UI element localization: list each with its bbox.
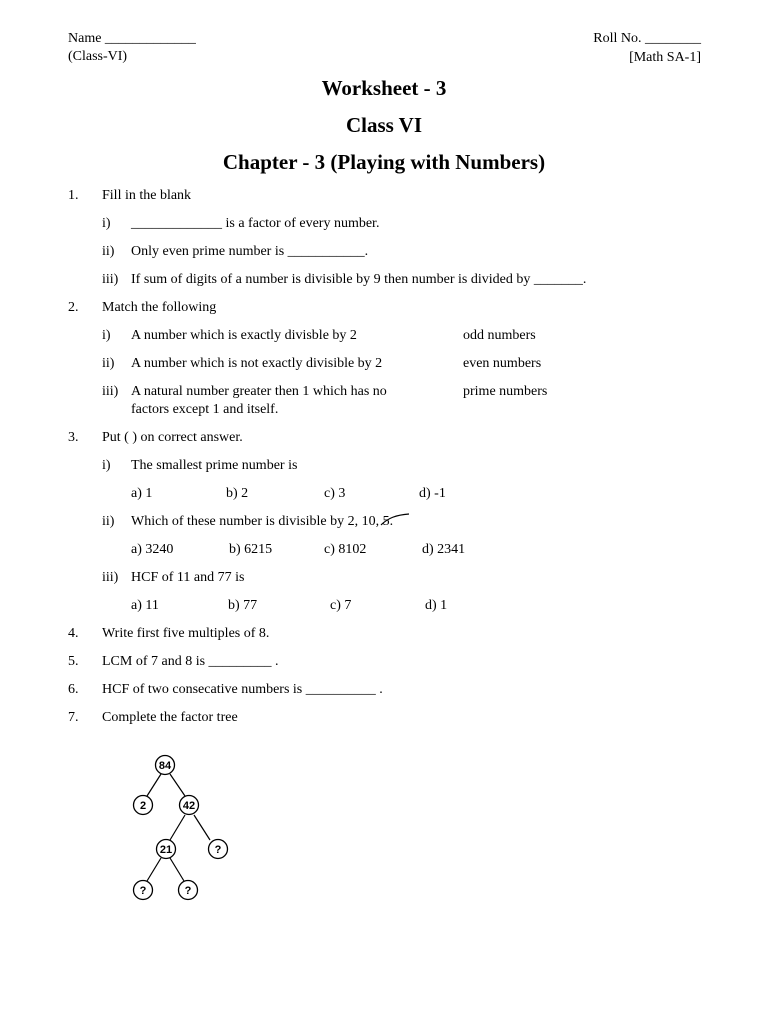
question-text: LCM of 7 and 8 is _________ . <box>102 654 279 669</box>
item-label: iii) <box>102 570 119 585</box>
answer-option: d) -1 <box>419 486 446 501</box>
tree-node-label: ? <box>139 885 147 897</box>
question-number: 1. <box>68 188 79 203</box>
item-text: _____________ is a factor of every number. <box>131 216 380 231</box>
item-label: i) <box>102 216 111 231</box>
answer-option: a) 3240 <box>131 542 174 557</box>
chapter-title: Chapter - 3 (Playing with Numbers) <box>222 150 546 174</box>
tree-node-2 <box>134 796 153 815</box>
item-text: HCF of 11 and 77 is <box>131 570 245 585</box>
class-label: (Class-VI) <box>68 49 128 64</box>
tree-edge <box>170 858 184 881</box>
item-label: iii) <box>102 384 119 399</box>
question-number: 7. <box>68 710 79 725</box>
question-text: Fill in the blank <box>102 188 192 203</box>
item-label: iii) <box>102 272 119 287</box>
question-number: 5. <box>68 654 79 669</box>
match-left-text: A natural number greater then 1 which has no <box>131 384 387 399</box>
item-label: i) <box>102 458 111 473</box>
tree-node-unknown <box>209 840 228 859</box>
item-label: ii) <box>102 356 115 371</box>
tree-node-42 <box>180 796 199 815</box>
item-text: Only even prime number is ___________. <box>131 244 369 259</box>
question-number: 4. <box>68 626 79 641</box>
name-field-label: Name _____________ <box>68 31 196 46</box>
tree-node-label: ? <box>214 844 222 856</box>
item-text: If sum of digits of a number is divisible by 9 then number is divided by _______. <box>131 272 587 287</box>
answer-option: b) 2 <box>226 486 249 501</box>
subject-label: [Math SA-1] <box>629 50 701 65</box>
match-right-text: odd numbers <box>463 328 536 343</box>
item-text: The smallest prime number is <box>131 458 298 473</box>
match-right-text: prime numbers <box>463 384 548 399</box>
tree-node-unknown <box>134 881 153 900</box>
answer-option: a) 11 <box>131 598 159 613</box>
answer-option: b) 6215 <box>229 542 273 557</box>
tree-edge <box>147 774 161 796</box>
item-label: ii) <box>102 514 115 529</box>
answer-option: d) 1 <box>425 598 448 613</box>
answer-option: a) 1 <box>131 486 153 501</box>
item-label: ii) <box>102 244 115 259</box>
question-number: 3. <box>68 430 79 445</box>
item-text: Which of these number is divisible by 2, 10, 5. <box>131 514 394 529</box>
match-left-text: A number which is not exactly divisible by 2 <box>131 356 383 371</box>
question-text: Put ( ) on correct answer. <box>102 430 243 445</box>
answer-option: c) 3 <box>324 486 346 501</box>
tree-node-label: 2 <box>139 800 147 812</box>
question-text: HCF of two consecative numbers is __________ . <box>102 682 383 697</box>
tree-edge <box>194 815 210 840</box>
question-text: Match the following <box>102 300 217 315</box>
tree-edge <box>147 858 161 881</box>
class-title: Class VI <box>345 113 423 137</box>
tree-edge <box>170 815 185 840</box>
question-number: 2. <box>68 300 79 315</box>
match-right-text: even numbers <box>463 356 542 371</box>
tree-node-84 <box>156 756 175 775</box>
tree-node-label: 84 <box>158 760 172 772</box>
match-left-text: A number which is exactly divisble by 2 <box>131 328 357 343</box>
answer-option: d) 2341 <box>422 542 466 557</box>
tree-node-label: ? <box>184 885 192 897</box>
answer-option: c) 7 <box>330 598 352 613</box>
tree-node-label: 21 <box>159 844 173 856</box>
roll-number-label: Roll No. ________ <box>593 31 701 46</box>
question-text: Write first five multiples of 8. <box>102 626 270 641</box>
tree-node-label: 42 <box>182 800 196 812</box>
answer-option: c) 8102 <box>324 542 367 557</box>
question-number: 6. <box>68 682 79 697</box>
match-left-text-continued: factors except 1 and itself. <box>131 402 279 417</box>
answer-option: b) 77 <box>228 598 258 613</box>
tree-edge <box>170 774 185 796</box>
tree-node-unknown <box>179 881 198 900</box>
item-label: i) <box>102 328 111 343</box>
question-text: Complete the factor tree <box>102 710 238 725</box>
worksheet-title: Worksheet - 3 <box>321 76 447 100</box>
tree-node-21 <box>157 840 176 859</box>
